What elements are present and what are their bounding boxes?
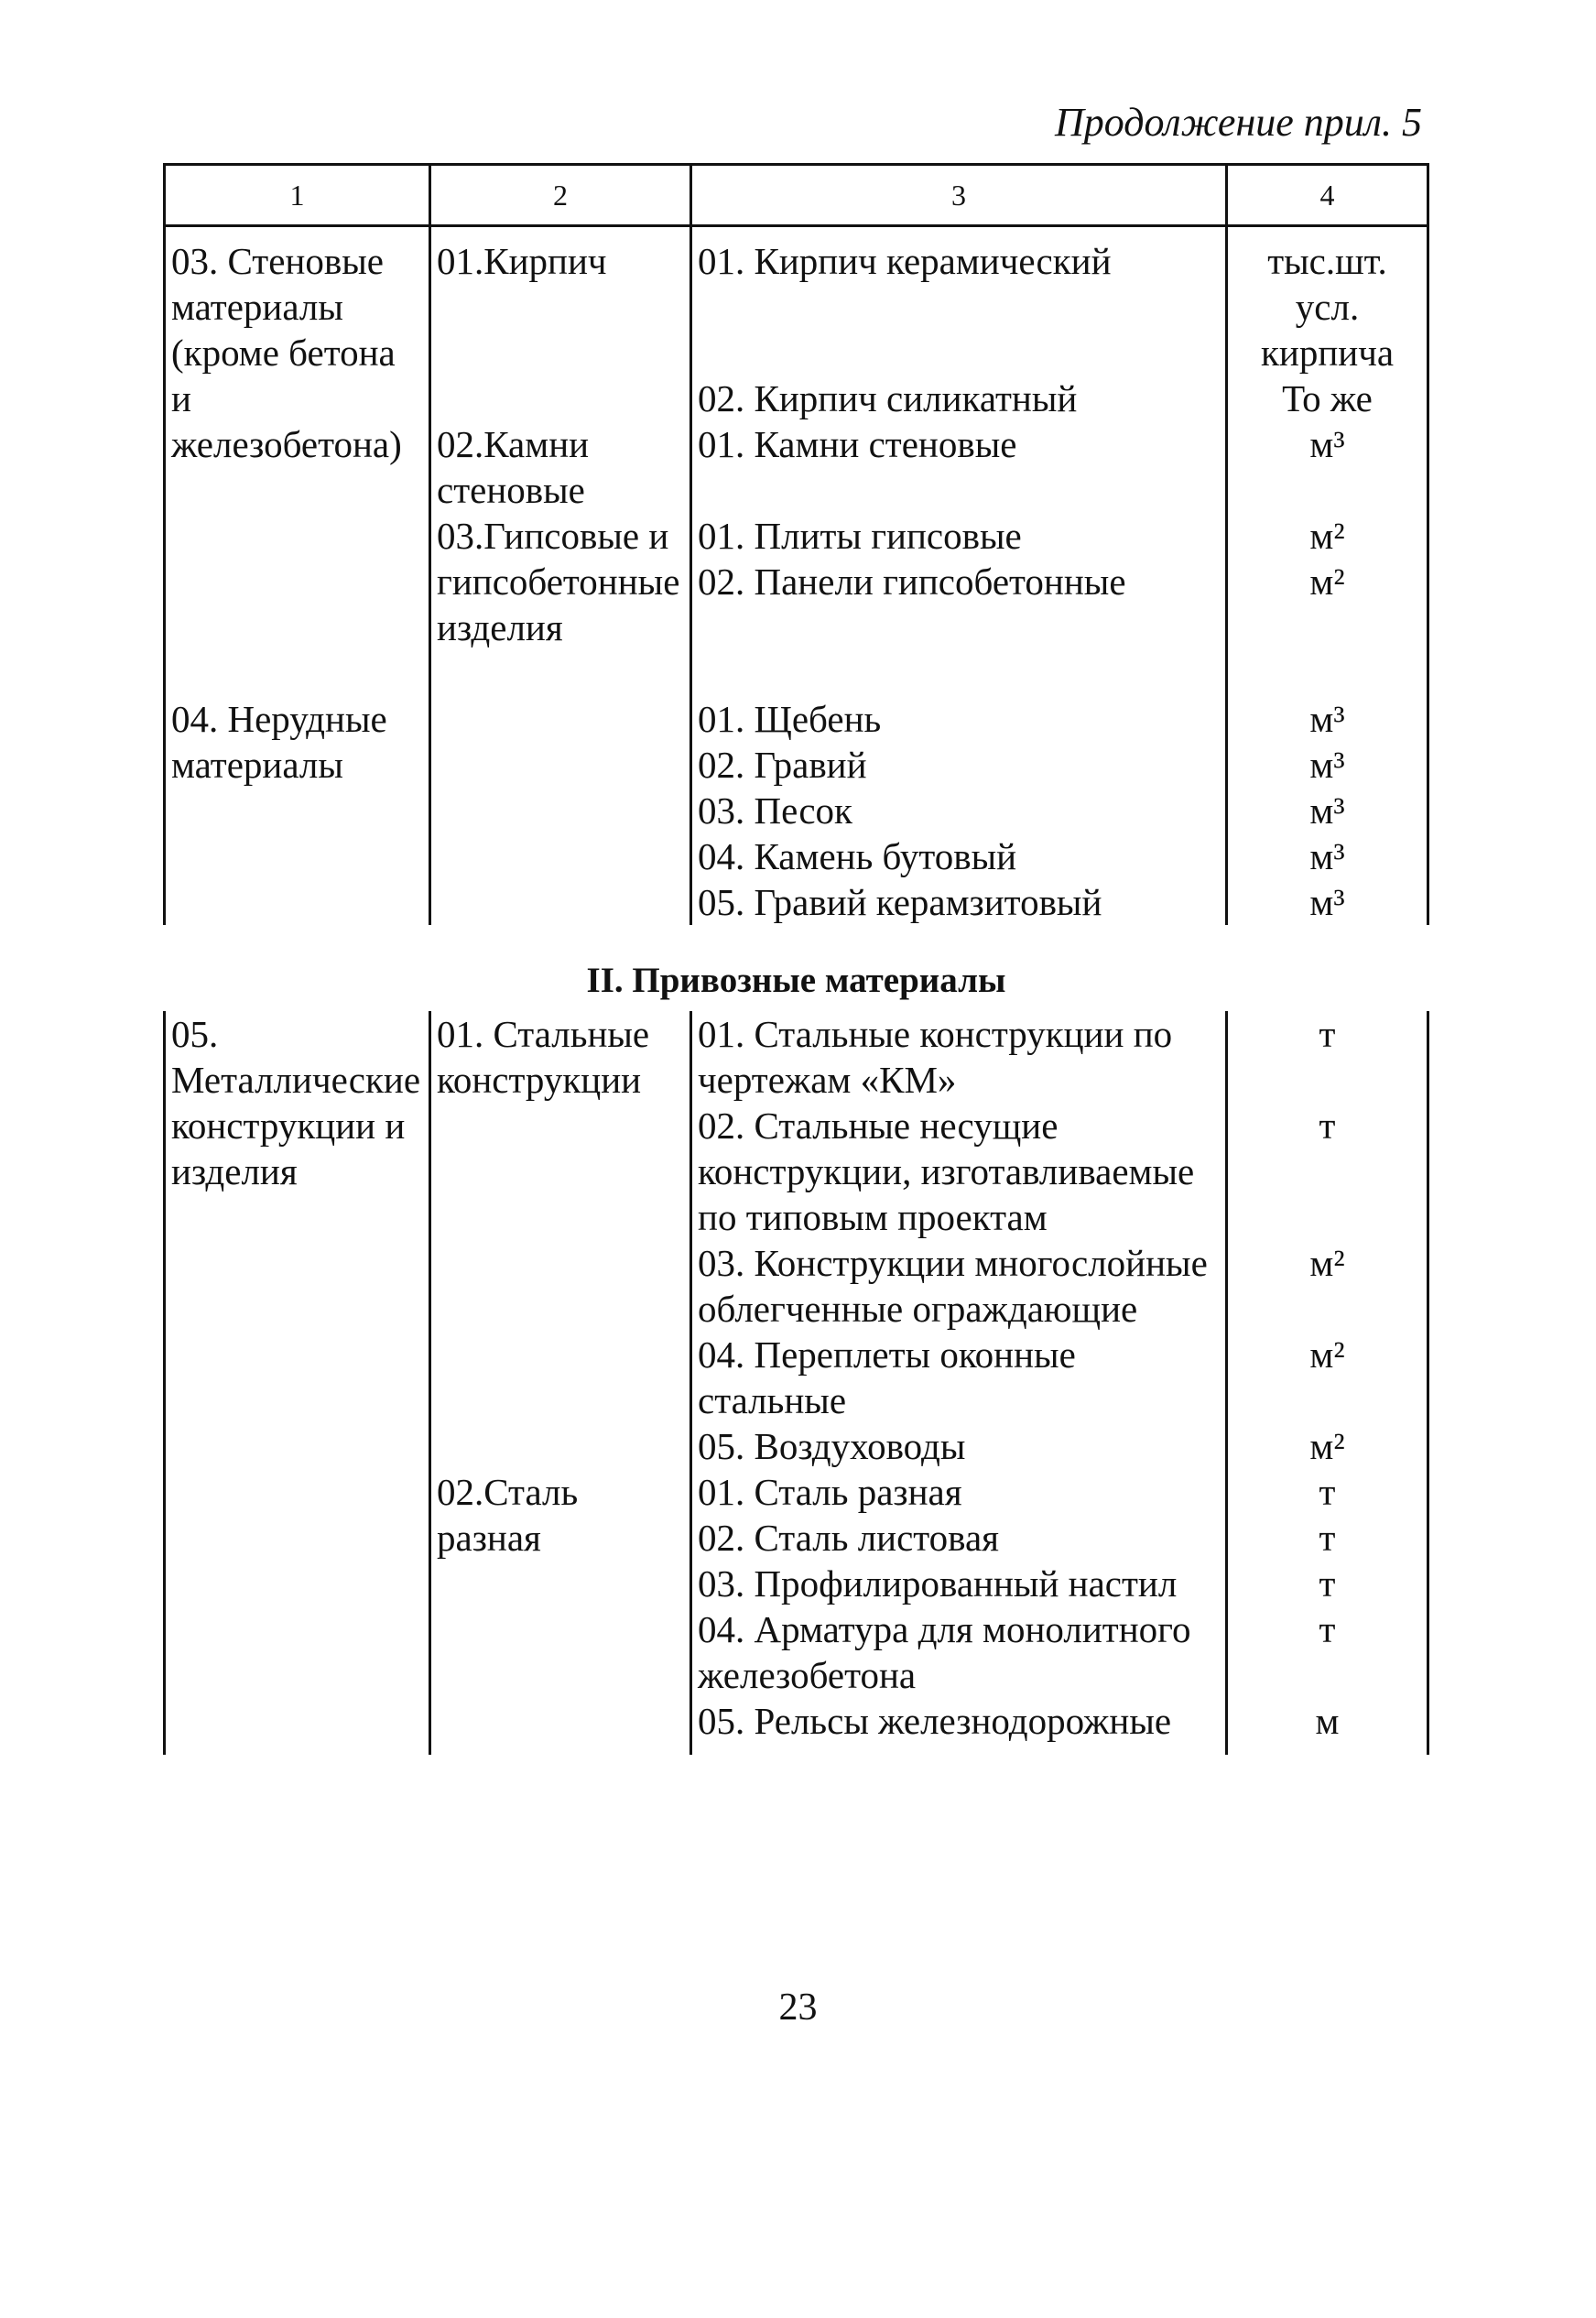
item-cell: 04. Переплеты оконные стальные	[691, 1332, 1227, 1423]
unit-cell: т	[1227, 1103, 1428, 1240]
col-header-3: 3	[691, 165, 1227, 226]
unit-cell: т	[1227, 1561, 1428, 1606]
item-cell: 02. Стальные несущие конструкции, изготавливаемые по типовым проектам	[691, 1103, 1227, 1240]
section-title: II. Привозные материалы	[586, 961, 1006, 1000]
unit-cell: м²	[1227, 1423, 1428, 1469]
item-cell: 02. Сталь листовая	[691, 1515, 1227, 1561]
item-cell: 04. Арматура для монолитного железобетона	[691, 1606, 1227, 1698]
unit-cell: т	[1227, 1469, 1428, 1515]
header-row	[165, 165, 1428, 226]
item-cell: 01. Камни стеновые	[691, 421, 1227, 513]
item-cell: 02. Гравий	[691, 742, 1227, 788]
subgroup-cell: 03.Гипсовые и гипсобетонные изделия	[430, 513, 691, 925]
item-cell: 05. Гравий керамзитовый	[691, 879, 1227, 925]
group-cell: 03. Стеновые материалы (кроме бетона и железобетона)	[165, 226, 430, 697]
col-header-2: 2	[430, 165, 691, 226]
unit-cell: м²	[1227, 1332, 1428, 1423]
table-row	[165, 226, 1428, 376]
unit-cell: т	[1227, 1011, 1428, 1103]
unit-cell: м³	[1227, 696, 1428, 742]
item-cell: 01. Стальные конструкции по чертежам «КМ»	[691, 1011, 1227, 1103]
item-cell: 04. Камень бутовый	[691, 833, 1227, 879]
section-heading-row	[165, 925, 1428, 1011]
item-cell: 05. Воздуховоды	[691, 1423, 1227, 1469]
unit-cell: м³	[1227, 879, 1428, 925]
unit-cell: То же	[1227, 375, 1428, 421]
unit-cell: м³	[1227, 833, 1428, 879]
unit-cell: тыс.шт. усл. кирпича	[1227, 226, 1428, 376]
unit-cell: м²	[1227, 513, 1428, 559]
table-row	[165, 696, 1428, 742]
item-cell: 01. Кирпич керамический	[691, 226, 1227, 376]
item-cell: 01. Плиты гипсовые	[691, 513, 1227, 559]
group-cell: 04. Нерудные материалы	[165, 696, 430, 925]
unit-cell: м	[1227, 1698, 1428, 1755]
subgroup-cell: 01. Стальные конструкции	[430, 1011, 691, 1469]
subgroup-cell: 01.Кирпич	[430, 226, 691, 422]
subgroup-cell: 02.Сталь разная	[430, 1469, 691, 1755]
item-cell: 02. Панели гипсобетонные	[691, 559, 1227, 696]
item-cell: 03. Песок	[691, 788, 1227, 833]
col-header-1: 1	[165, 165, 430, 226]
group-cell: 05. Металлические конструкции и изделия	[165, 1011, 430, 1755]
classification-table	[163, 163, 1427, 1755]
item-cell: 03. Профилированный настил	[691, 1561, 1227, 1606]
item-cell: 01. Сталь разная	[691, 1469, 1227, 1515]
table-row	[165, 1011, 1428, 1103]
unit-cell: м³	[1227, 742, 1428, 788]
col-header-4: 4	[1227, 165, 1428, 226]
subgroup-cell: 02.Камни стеновые	[430, 421, 691, 513]
item-cell: 05. Рельсы железнодорожные	[691, 1698, 1227, 1755]
item-cell: 03. Конструкции многослойные облегченные ограждающие	[691, 1240, 1227, 1332]
unit-cell: м²	[1227, 1240, 1428, 1332]
unit-cell: м²	[1227, 559, 1428, 696]
unit-cell: м³	[1227, 788, 1428, 833]
page-number: 23	[778, 1986, 818, 2029]
unit-cell: м³	[1227, 421, 1428, 513]
item-cell: 02. Кирпич силикатный	[691, 375, 1227, 421]
unit-cell: т	[1227, 1515, 1428, 1561]
unit-cell: т	[1227, 1606, 1428, 1698]
continuation-label: Продолжение прил. 5	[1055, 100, 1422, 145]
item-cell: 01. Щебень	[691, 696, 1227, 742]
